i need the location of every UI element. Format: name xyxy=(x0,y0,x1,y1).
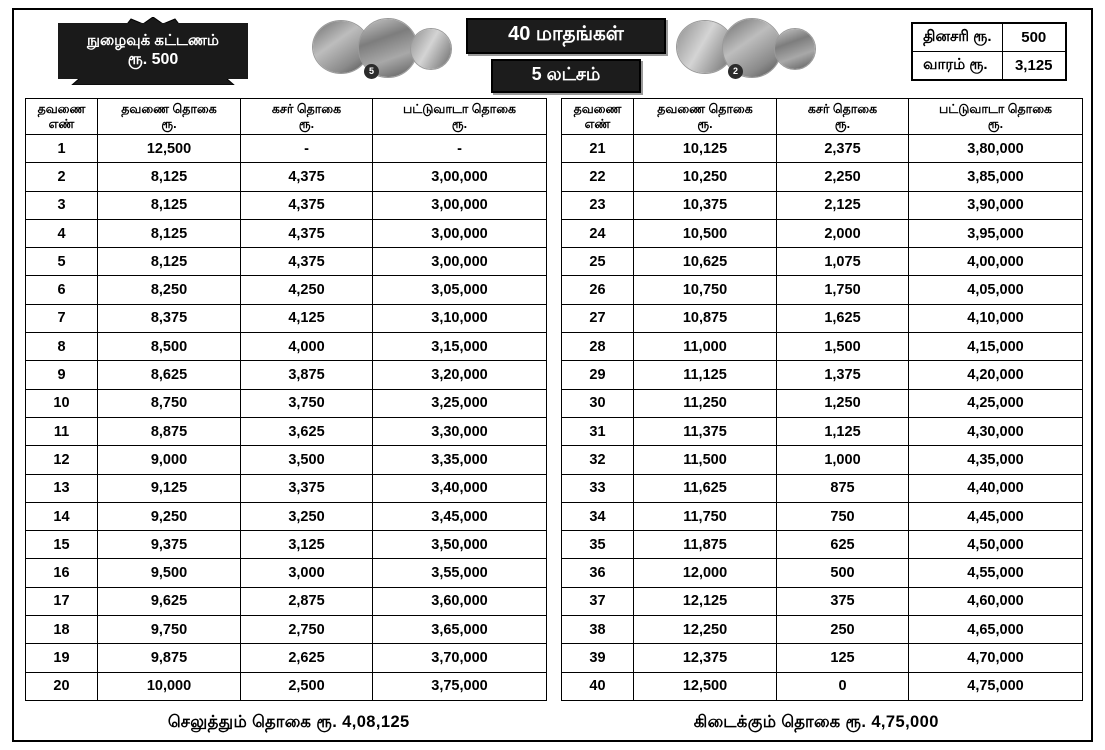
table-row xyxy=(26,219,547,247)
table-header-row xyxy=(26,99,547,135)
table-row xyxy=(562,333,1083,361)
cell-payout-amount: 3,80,000 xyxy=(909,135,1083,163)
scheme-banner xyxy=(466,18,666,98)
cell-discount-amount: 1,075 xyxy=(777,248,909,276)
cell-discount-amount: 4,375 xyxy=(241,163,373,191)
cell-discount-amount: 1,500 xyxy=(777,333,909,361)
cell-payout-amount: 3,05,000 xyxy=(373,276,547,304)
cell-installment-amount: 11,625 xyxy=(634,474,777,502)
cell-installment-amount: 8,500 xyxy=(98,333,241,361)
cell-discount-amount: 4,125 xyxy=(241,304,373,332)
cell-discount-amount: 3,625 xyxy=(241,417,373,445)
cell-payout-amount: 4,30,000 xyxy=(909,417,1083,445)
cell-installment-amount: 10,750 xyxy=(634,276,777,304)
table-row xyxy=(26,531,547,559)
cell-payout-amount: 4,70,000 xyxy=(909,644,1083,672)
cell-discount-amount: 1,750 xyxy=(777,276,909,304)
cell-payout-amount: 4,65,000 xyxy=(909,616,1083,644)
cell-discount-amount: 3,000 xyxy=(241,559,373,587)
cell-payout-amount: 3,40,000 xyxy=(373,474,547,502)
cell-installment-amount: 8,875 xyxy=(98,417,241,445)
table-row xyxy=(562,276,1083,304)
cell-installment-no: 5 xyxy=(26,248,98,276)
chit-scheme-sheet xyxy=(12,8,1093,742)
cell-installment-no: 14 xyxy=(26,502,98,530)
cell-installment-amount: 11,500 xyxy=(634,446,777,474)
cell-installment-amount: 9,250 xyxy=(98,502,241,530)
table-row xyxy=(26,559,547,587)
photo-group-left xyxy=(312,18,452,80)
cell-discount-amount: 0 xyxy=(777,672,909,700)
cell-payout-amount: 3,70,000 xyxy=(373,644,547,672)
cell-payout-amount: 3,85,000 xyxy=(909,163,1083,191)
cell-discount-amount: 4,375 xyxy=(241,191,373,219)
table-row xyxy=(26,672,547,700)
cell-installment-amount: 9,750 xyxy=(98,616,241,644)
cell-discount-amount: 3,500 xyxy=(241,446,373,474)
col-header-installment-amount: தவணை தொகை ரூ. xyxy=(98,99,241,135)
cell-installment-amount: 11,125 xyxy=(634,361,777,389)
installment-table-left xyxy=(25,98,547,701)
cell-installment-no: 19 xyxy=(26,644,98,672)
table-row xyxy=(562,672,1083,700)
cell-payout-amount: 3,95,000 xyxy=(909,219,1083,247)
cell-installment-no: 40 xyxy=(562,672,634,700)
rate-row xyxy=(912,23,1066,52)
cell-installment-amount: 8,125 xyxy=(98,248,241,276)
table-row xyxy=(562,163,1083,191)
table-row xyxy=(26,446,547,474)
total-paid-amount: செலுத்தும் தொகை ரூ. 4,08,125 xyxy=(167,713,410,731)
col-header-installment-no: தவணை எண் xyxy=(562,99,634,135)
table-row xyxy=(26,361,547,389)
table-row xyxy=(562,644,1083,672)
cell-discount-amount: 250 xyxy=(777,616,909,644)
cell-installment-amount: 11,750 xyxy=(634,502,777,530)
cell-installment-no: 15 xyxy=(26,531,98,559)
entry-fee-label: நுழைவுக் கட்டணம் xyxy=(87,31,219,49)
cell-installment-no: 6 xyxy=(26,276,98,304)
cell-payout-amount: 3,75,000 xyxy=(373,672,547,700)
cell-installment-amount: 8,750 xyxy=(98,389,241,417)
cell-payout-amount: 4,10,000 xyxy=(909,304,1083,332)
cell-discount-amount: 2,250 xyxy=(777,163,909,191)
cell-installment-amount: 10,000 xyxy=(98,672,241,700)
table-row xyxy=(26,502,547,530)
photo-thumbnail xyxy=(410,28,452,70)
entry-fee-amount: ரூ. 500 xyxy=(127,51,179,69)
table-row xyxy=(26,644,547,672)
table-row xyxy=(562,417,1083,445)
cell-installment-amount: 8,125 xyxy=(98,191,241,219)
cell-installment-amount: 11,375 xyxy=(634,417,777,445)
cell-installment-amount: 12,125 xyxy=(634,587,777,615)
table-body-right xyxy=(562,135,1083,701)
cell-discount-amount: 3,250 xyxy=(241,502,373,530)
table-row xyxy=(562,559,1083,587)
table-row xyxy=(562,219,1083,247)
cell-payout-amount: 4,75,000 xyxy=(909,672,1083,700)
cell-installment-amount: 10,250 xyxy=(634,163,777,191)
cell-discount-amount: 4,375 xyxy=(241,219,373,247)
cell-payout-amount: 3,45,000 xyxy=(373,502,547,530)
weekly-rate-value: 3,125 xyxy=(1002,52,1066,81)
cell-installment-amount: 12,500 xyxy=(634,672,777,700)
cell-discount-amount: 625 xyxy=(777,531,909,559)
cell-installment-amount: 9,000 xyxy=(98,446,241,474)
cell-payout-amount: 4,40,000 xyxy=(909,474,1083,502)
cell-payout-amount: 3,90,000 xyxy=(909,191,1083,219)
table-row xyxy=(26,191,547,219)
installment-table-right xyxy=(561,98,1083,701)
cell-discount-amount: 3,875 xyxy=(241,361,373,389)
table-row xyxy=(562,304,1083,332)
table-row xyxy=(562,389,1083,417)
cell-payout-amount: 3,25,000 xyxy=(373,389,547,417)
scheme-amount: 5 லட்சம் xyxy=(491,59,641,93)
cell-installment-no: 18 xyxy=(26,616,98,644)
weekly-rate-label: வாரம் ரூ. xyxy=(912,52,1002,81)
cell-payout-amount: 4,50,000 xyxy=(909,531,1083,559)
cell-installment-no: 2 xyxy=(26,163,98,191)
cell-discount-amount: 1,250 xyxy=(777,389,909,417)
table-row xyxy=(26,417,547,445)
cell-installment-no: 37 xyxy=(562,587,634,615)
cell-installment-no: 29 xyxy=(562,361,634,389)
cell-discount-amount: 3,750 xyxy=(241,389,373,417)
cell-installment-no: 3 xyxy=(26,191,98,219)
cell-payout-amount: 4,05,000 xyxy=(909,276,1083,304)
cell-discount-amount: 2,125 xyxy=(777,191,909,219)
cell-installment-amount: 11,875 xyxy=(634,531,777,559)
table-row xyxy=(26,248,547,276)
cell-discount-amount: 2,875 xyxy=(241,587,373,615)
installment-tables xyxy=(25,98,1082,701)
cell-installment-no: 35 xyxy=(562,531,634,559)
cell-installment-no: 13 xyxy=(26,474,98,502)
cell-installment-amount: 8,625 xyxy=(98,361,241,389)
cell-discount-amount: 2,625 xyxy=(241,644,373,672)
table-row xyxy=(26,163,547,191)
cell-discount-amount: 750 xyxy=(777,502,909,530)
cell-installment-amount: 9,625 xyxy=(98,587,241,615)
cell-discount-amount: 2,750 xyxy=(241,616,373,644)
cell-installment-no: 8 xyxy=(26,333,98,361)
cell-discount-amount: 2,500 xyxy=(241,672,373,700)
table-row xyxy=(26,304,547,332)
cell-installment-amount: 10,375 xyxy=(634,191,777,219)
cell-installment-no: 39 xyxy=(562,644,634,672)
col-header-discount-amount: கசர் தொகை ரூ. xyxy=(777,99,909,135)
cell-installment-amount: 9,125 xyxy=(98,474,241,502)
cell-payout-amount: 3,35,000 xyxy=(373,446,547,474)
cell-payout-amount: - xyxy=(373,135,547,163)
cell-payout-amount: 3,00,000 xyxy=(373,191,547,219)
cell-installment-no: 28 xyxy=(562,333,634,361)
cell-payout-amount: 4,20,000 xyxy=(909,361,1083,389)
table-row xyxy=(26,276,547,304)
cell-installment-no: 10 xyxy=(26,389,98,417)
table-row xyxy=(26,333,547,361)
cell-installment-amount: 10,875 xyxy=(634,304,777,332)
table-row xyxy=(26,389,547,417)
daily-rate-value: 500 xyxy=(1002,23,1066,52)
cell-installment-no: 33 xyxy=(562,474,634,502)
total-received-amount: கிடைக்கும் தொகை ரூ. 4,75,000 xyxy=(693,713,939,731)
cell-installment-amount: 8,125 xyxy=(98,219,241,247)
cell-payout-amount: 3,00,000 xyxy=(373,163,547,191)
cell-payout-amount: 4,15,000 xyxy=(909,333,1083,361)
cell-installment-no: 9 xyxy=(26,361,98,389)
cell-installment-amount: 12,375 xyxy=(634,644,777,672)
table-row xyxy=(26,616,547,644)
cell-payout-amount: 3,15,000 xyxy=(373,333,547,361)
cell-discount-amount: 1,125 xyxy=(777,417,909,445)
cell-installment-no: 11 xyxy=(26,417,98,445)
photo-badge-left: 5 xyxy=(364,64,379,79)
cell-installment-no: 34 xyxy=(562,502,634,530)
table-body-left xyxy=(26,135,547,701)
cell-installment-no: 25 xyxy=(562,248,634,276)
cell-installment-amount: 12,250 xyxy=(634,616,777,644)
table-row xyxy=(562,446,1083,474)
cell-discount-amount: 1,375 xyxy=(777,361,909,389)
cell-installment-amount: 9,875 xyxy=(98,644,241,672)
cell-discount-amount: 875 xyxy=(777,474,909,502)
cell-installment-no: 30 xyxy=(562,389,634,417)
photo-thumbnail xyxy=(774,28,816,70)
cell-discount-amount: - xyxy=(241,135,373,163)
cell-installment-no: 36 xyxy=(562,559,634,587)
cell-installment-amount: 11,250 xyxy=(634,389,777,417)
cell-discount-amount: 2,000 xyxy=(777,219,909,247)
cell-installment-no: 31 xyxy=(562,417,634,445)
cell-discount-amount: 4,375 xyxy=(241,248,373,276)
cell-payout-amount: 3,00,000 xyxy=(373,219,547,247)
entry-fee-starburst xyxy=(42,17,264,85)
cell-discount-amount: 1,625 xyxy=(777,304,909,332)
cell-payout-amount: 3,60,000 xyxy=(373,587,547,615)
cell-installment-amount: 12,000 xyxy=(634,559,777,587)
daily-rate-label: தினசரி ரூ. xyxy=(912,23,1002,52)
cell-payout-amount: 4,60,000 xyxy=(909,587,1083,615)
photo-badge-right: 2 xyxy=(728,64,743,79)
cell-installment-amount: 12,500 xyxy=(98,135,241,163)
table-row xyxy=(26,135,547,163)
rate-row xyxy=(912,52,1066,81)
cell-installment-no: 32 xyxy=(562,446,634,474)
col-header-installment-no: தவணை எண் xyxy=(26,99,98,135)
table-header-row xyxy=(562,99,1083,135)
cell-installment-no: 17 xyxy=(26,587,98,615)
cell-installment-amount: 10,125 xyxy=(634,135,777,163)
rate-summary-table xyxy=(911,22,1067,81)
cell-installment-amount: 9,500 xyxy=(98,559,241,587)
cell-installment-no: 23 xyxy=(562,191,634,219)
table-row xyxy=(562,191,1083,219)
cell-payout-amount: 3,00,000 xyxy=(373,248,547,276)
cell-installment-no: 24 xyxy=(562,219,634,247)
cell-installment-no: 22 xyxy=(562,163,634,191)
cell-payout-amount: 3,10,000 xyxy=(373,304,547,332)
table-row xyxy=(26,474,547,502)
cell-discount-amount: 1,000 xyxy=(777,446,909,474)
entry-fee-text xyxy=(87,32,219,71)
cell-payout-amount: 3,55,000 xyxy=(373,559,547,587)
cell-installment-no: 21 xyxy=(562,135,634,163)
cell-installment-amount: 8,375 xyxy=(98,304,241,332)
cell-payout-amount: 4,35,000 xyxy=(909,446,1083,474)
cell-installment-no: 20 xyxy=(26,672,98,700)
cell-discount-amount: 125 xyxy=(777,644,909,672)
cell-discount-amount: 4,000 xyxy=(241,333,373,361)
cell-discount-amount: 500 xyxy=(777,559,909,587)
cell-discount-amount: 3,125 xyxy=(241,531,373,559)
table-row xyxy=(562,248,1083,276)
sheet-footer xyxy=(25,713,1080,734)
cell-installment-amount: 11,000 xyxy=(634,333,777,361)
cell-payout-amount: 4,55,000 xyxy=(909,559,1083,587)
cell-installment-no: 1 xyxy=(26,135,98,163)
table-row xyxy=(562,531,1083,559)
cell-installment-amount: 9,375 xyxy=(98,531,241,559)
table-row xyxy=(562,361,1083,389)
col-header-payout-amount: பட்டுவாடா தொகை ரூ. xyxy=(373,99,547,135)
cell-installment-no: 16 xyxy=(26,559,98,587)
table-row xyxy=(562,587,1083,615)
cell-payout-amount: 4,25,000 xyxy=(909,389,1083,417)
cell-discount-amount: 3,375 xyxy=(241,474,373,502)
table-row xyxy=(562,616,1083,644)
cell-installment-no: 4 xyxy=(26,219,98,247)
cell-installment-no: 26 xyxy=(562,276,634,304)
table-row xyxy=(562,502,1083,530)
cell-discount-amount: 2,375 xyxy=(777,135,909,163)
sheet-header xyxy=(14,10,1091,92)
table-row xyxy=(26,587,547,615)
cell-installment-no: 27 xyxy=(562,304,634,332)
cell-installment-amount: 10,500 xyxy=(634,219,777,247)
table-row xyxy=(562,135,1083,163)
cell-payout-amount: 3,65,000 xyxy=(373,616,547,644)
cell-installment-no: 38 xyxy=(562,616,634,644)
cell-payout-amount: 3,50,000 xyxy=(373,531,547,559)
photo-group-right xyxy=(676,18,816,80)
cell-payout-amount: 4,00,000 xyxy=(909,248,1083,276)
cell-payout-amount: 4,45,000 xyxy=(909,502,1083,530)
cell-payout-amount: 3,20,000 xyxy=(373,361,547,389)
col-header-installment-amount: தவணை தொகை ரூ. xyxy=(634,99,777,135)
cell-installment-no: 7 xyxy=(26,304,98,332)
cell-discount-amount: 375 xyxy=(777,587,909,615)
col-header-payout-amount: பட்டுவாடா தொகை ரூ. xyxy=(909,99,1083,135)
col-header-discount-amount: கசர் தொகை ரூ. xyxy=(241,99,373,135)
table-row xyxy=(562,474,1083,502)
cell-installment-amount: 8,125 xyxy=(98,163,241,191)
cell-installment-amount: 8,250 xyxy=(98,276,241,304)
cell-installment-amount: 10,625 xyxy=(634,248,777,276)
cell-payout-amount: 3,30,000 xyxy=(373,417,547,445)
cell-discount-amount: 4,250 xyxy=(241,276,373,304)
scheme-duration: 40 மாதங்கள் xyxy=(466,18,666,54)
cell-installment-no: 12 xyxy=(26,446,98,474)
